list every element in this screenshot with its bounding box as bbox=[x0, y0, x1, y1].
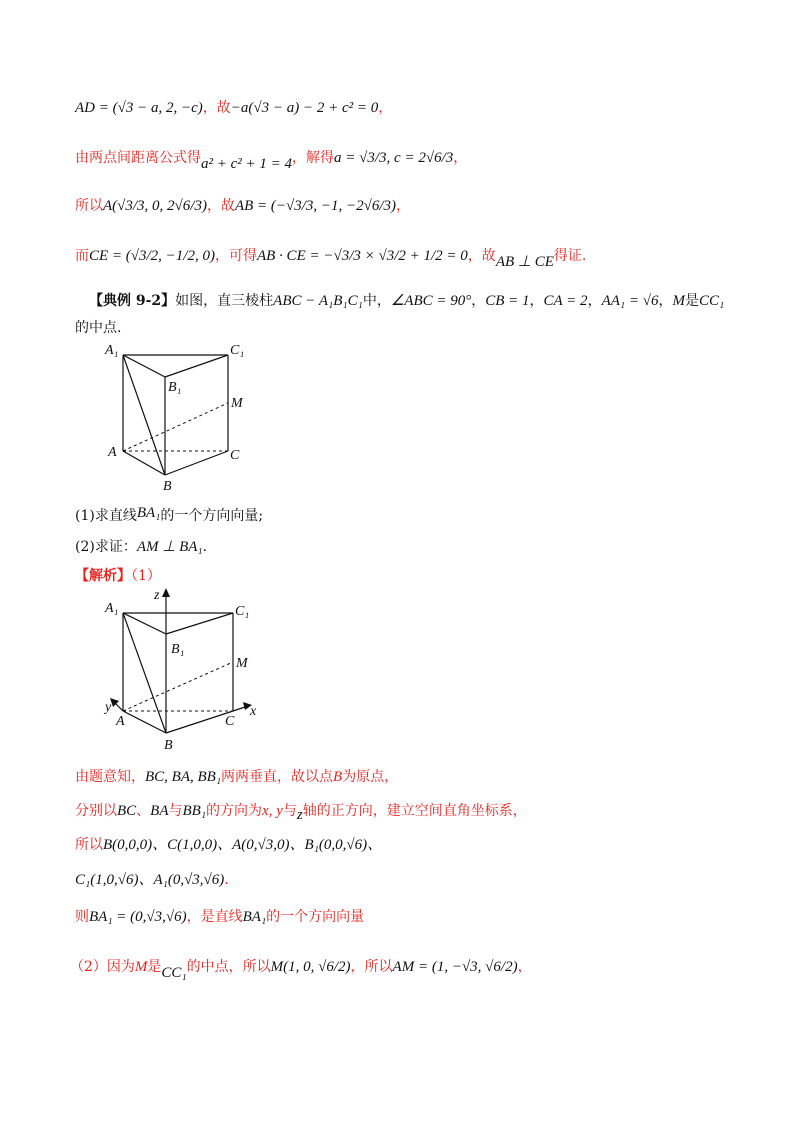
label-a: A bbox=[116, 714, 125, 729]
label-a1: A₁ bbox=[105, 601, 119, 616]
edge-ab bbox=[123, 451, 165, 475]
label-a: A bbox=[108, 445, 117, 460]
solution-line-1 bbox=[75, 98, 392, 118]
point-coordinates-1: B(0,0,0)、C(1,0,0)、A(0,√3,0)、B₁(0,0,√6)、 bbox=[103, 837, 383, 853]
solution-line-4 bbox=[75, 246, 587, 270]
text-solve: ，解得 bbox=[292, 150, 335, 166]
angle-condition: ∠ABC = 90° bbox=[390, 293, 472, 309]
text-respectively: 分别以 bbox=[75, 803, 117, 819]
text-coordinate-system: 轴的正方向，建立空间直角坐标系， bbox=[302, 803, 527, 819]
line-ba1: BA₁ bbox=[242, 909, 267, 925]
text-so: 所以 bbox=[75, 837, 103, 853]
axes-xy: x, y bbox=[262, 803, 283, 819]
point-m: M bbox=[672, 293, 685, 309]
separator: ， bbox=[587, 293, 602, 309]
solution-part-label: （1） bbox=[131, 568, 161, 584]
solution-step-5 bbox=[75, 907, 364, 927]
label-z: z bbox=[154, 588, 160, 603]
edge-b1c1 bbox=[166, 613, 233, 634]
separator: ， bbox=[396, 198, 411, 214]
label-c1: C₁ bbox=[235, 604, 250, 619]
point-a-coords: A(√3/3, 0, 2√6/3) bbox=[103, 198, 207, 214]
example-line-2 bbox=[75, 318, 121, 338]
example-text: 中， bbox=[362, 293, 391, 309]
text-direction: 的方向为 bbox=[206, 803, 263, 819]
label-b1: B₁ bbox=[171, 642, 185, 657]
vector-ab-expression: AB = (−√3/3, −1, −2√6/3) bbox=[234, 198, 397, 214]
solution-header bbox=[75, 566, 161, 586]
separator: ， bbox=[471, 293, 486, 309]
label-c: C bbox=[230, 448, 240, 463]
vectors-list: BC, BA, BB₁ bbox=[145, 769, 222, 785]
edge-bc bbox=[165, 451, 228, 475]
solution-step-3 bbox=[75, 835, 382, 855]
perpendicular-claim: AM ⊥ BA₁ bbox=[136, 539, 203, 555]
text-given: 由题意知， bbox=[75, 769, 145, 785]
segment-cc1: CC₁ bbox=[698, 293, 725, 309]
solution-step-4 bbox=[75, 870, 229, 890]
point-m: M bbox=[134, 959, 148, 975]
text-midpoint: 的中点，所以 bbox=[186, 959, 271, 975]
solution-step-2 bbox=[75, 801, 527, 821]
example-tag: 【典例 9-2】 bbox=[89, 293, 176, 309]
segment-a1b bbox=[123, 355, 165, 475]
solution-values: a = √3/3, c = 2√6/3 bbox=[334, 150, 454, 166]
edge-b1c1 bbox=[165, 355, 228, 377]
point-b: B bbox=[333, 769, 343, 785]
text-proved: 得证. bbox=[553, 248, 587, 264]
text-and: 而 bbox=[75, 248, 89, 264]
text-because: （2）因为 bbox=[70, 959, 135, 975]
vector-ba1-coords: BA₁ = (0,√3,√6) bbox=[89, 909, 187, 925]
point-coordinates-2: C₁(1,0,√6)、A₁(0,√3,√6) bbox=[75, 872, 225, 888]
question-text: . bbox=[202, 539, 208, 555]
example-line-1 bbox=[89, 291, 724, 311]
solution-line-3 bbox=[75, 196, 410, 216]
label-b: B bbox=[163, 479, 172, 494]
text-is-line: ，是直线 bbox=[186, 909, 243, 925]
text-and: 与 bbox=[168, 803, 183, 819]
solution-tag: 【解析】 bbox=[75, 568, 131, 584]
solution-step-6 bbox=[70, 957, 532, 981]
vector-ad-expression: AD = (√3 − a, 2, −c) bbox=[75, 100, 203, 116]
perpendicular-statement: AB ⊥ CE bbox=[495, 254, 554, 270]
dot-product-expression: AB · CE = −√3/3 × √3/2 + 1/2 = 0 bbox=[256, 248, 468, 264]
label-y: y bbox=[105, 700, 112, 715]
cb-condition: CB = 1 bbox=[485, 293, 530, 309]
vector-am-coords: AM = (1, −√3, √6/2) bbox=[392, 959, 518, 975]
separator: ， bbox=[453, 150, 468, 166]
label-b: B bbox=[164, 738, 173, 753]
segment-cc1: CC₁ bbox=[161, 965, 187, 981]
separator: ， bbox=[529, 293, 544, 309]
axis-z: z bbox=[296, 807, 303, 823]
separator: 、 bbox=[136, 803, 151, 819]
label-m: M bbox=[236, 656, 248, 671]
text-then: 则 bbox=[75, 909, 89, 925]
example-text: 是 bbox=[684, 293, 699, 309]
text-perpendicular: 两两垂直，故以点 bbox=[221, 769, 334, 785]
solution-step-1 bbox=[75, 767, 398, 787]
label-m: M bbox=[231, 396, 243, 411]
text-direction-vector: 的一个方向向量 bbox=[266, 909, 365, 925]
solution-line-2 bbox=[75, 148, 468, 172]
vector-bb1: BB₁ bbox=[182, 803, 207, 819]
label-c: C bbox=[225, 714, 235, 729]
text-therefore: 故 bbox=[216, 100, 231, 116]
z-axis-arrow bbox=[162, 588, 170, 597]
question-2 bbox=[75, 537, 207, 557]
text-is: 是 bbox=[147, 959, 162, 975]
text-origin: 为原点， bbox=[342, 769, 399, 785]
aa1-condition: AA₁ = √6 bbox=[601, 293, 659, 309]
separator: ， bbox=[202, 100, 217, 116]
separator: . bbox=[224, 872, 229, 888]
edge-bc bbox=[166, 711, 233, 733]
separator: ， bbox=[658, 293, 673, 309]
label-x: x bbox=[250, 704, 257, 719]
prism-name: ABC − A₁B₁C₁ bbox=[273, 293, 363, 309]
example-text: 如图，直三棱柱 bbox=[175, 293, 274, 309]
separator: ， bbox=[378, 100, 393, 116]
question-text: (1)求直线 bbox=[75, 508, 137, 524]
label-a1: A₁ bbox=[105, 343, 119, 358]
text-therefore: ，故 bbox=[206, 198, 235, 214]
line-ba1: BA₁ bbox=[136, 505, 161, 521]
vector-ba: BA bbox=[150, 803, 169, 819]
label-b1: B₁ bbox=[168, 380, 182, 395]
vector-ce-expression: CE = (√3/2, −1/2, 0) bbox=[89, 248, 215, 264]
prism-figure bbox=[100, 340, 260, 500]
equation-2: a² + c² + 1 = 4 bbox=[201, 156, 293, 172]
text-distance-formula: 由两点间距离公式得 bbox=[75, 150, 201, 166]
point-m-coords: M(1, 0, √6/2) bbox=[270, 959, 351, 975]
text-so: 所以 bbox=[75, 198, 103, 214]
separator: ， bbox=[517, 959, 532, 975]
text-obtain: ，可得 bbox=[214, 248, 257, 264]
question-text: 的一个方向向量; bbox=[160, 508, 264, 524]
question-1 bbox=[75, 506, 263, 526]
text-and: 与 bbox=[282, 803, 297, 819]
text-therefore: ，故 bbox=[467, 248, 496, 264]
equation-1: −a(√3 − a) − 2 + c² = 0 bbox=[230, 100, 379, 116]
label-c1: C₁ bbox=[230, 343, 245, 358]
example-text: 的中点. bbox=[75, 320, 122, 336]
text-so: ，所以 bbox=[350, 959, 393, 975]
question-text: (2)求证： bbox=[75, 539, 137, 555]
segment-am-hidden bbox=[123, 662, 233, 711]
coordinate-prism-figure bbox=[100, 585, 270, 755]
segment-am-hidden bbox=[123, 403, 228, 451]
vector-bc: BC bbox=[117, 803, 137, 819]
ca-condition: CA = 2 bbox=[543, 293, 588, 309]
